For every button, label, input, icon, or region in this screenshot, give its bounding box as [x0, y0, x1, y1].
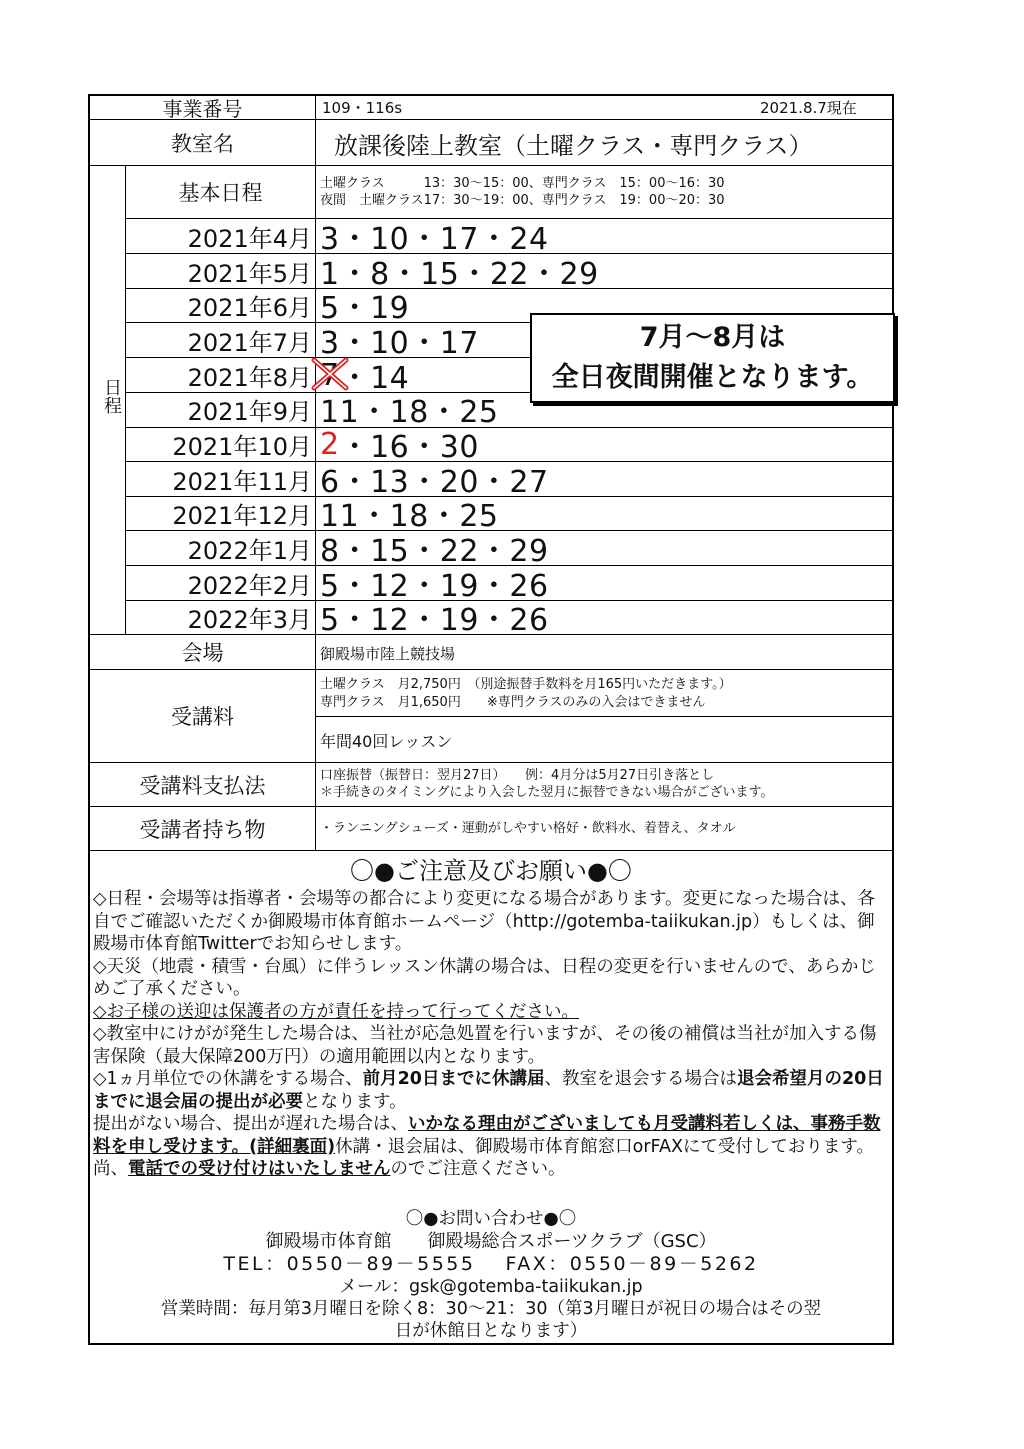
basic-schedule-line1: 土曜クラス 13：30～15：00、専門クラス 15：00～16：30 — [320, 176, 725, 191]
month-label: 2022年2月 — [187, 571, 312, 600]
contact-title: 〇●お問い合わせ●〇 — [405, 1209, 577, 1229]
fee-line2: 専門クラス 月1,650円 ※専門クラスのみの入会はできません — [320, 695, 706, 710]
project-no: 109・116s — [322, 99, 403, 117]
month-label: 2021年8月 — [187, 363, 312, 392]
month-dates: 11・18・25 — [320, 395, 499, 430]
schedule-section-label: 日程 — [101, 378, 122, 414]
notes-body — [93, 888, 889, 1181]
month-label: 2021年9月 — [187, 397, 312, 426]
notice-line1: 7月～8月は — [639, 322, 786, 353]
month-dates: 5・19 — [320, 291, 410, 326]
note-schedule-change: ◇日程・会場等は指導者・会場等の都合により変更になる場合があります。変更になった場合は、各自でご確認いただくか御殿場市体育館ホームページ（http://gotemba-taiikukan.jp）もしくは、御殿場市体育館Twitterでお知らせします。 — [93, 889, 876, 954]
contact-orgs: 御殿場市体育館 御殿場総合スポーツクラブ（GSC） — [265, 1231, 717, 1252]
month-dates: ・14 — [339, 361, 410, 396]
month-label: 2021年12月 — [172, 501, 312, 530]
contact-email: メール：gsk@gotemba-taiikukan.jp — [339, 1277, 643, 1297]
basic-schedule-line2: 夜間 土曜クラス17：30～19：00、専門クラス 19：00～20：30 — [320, 193, 725, 208]
fee-line1: 土曜クラス 月2,750円 （別途振替手数料を月165円いただきます。） — [320, 677, 732, 692]
month-dates: 8・15・22・29 — [320, 534, 549, 569]
venue-label: 会場 — [181, 641, 224, 665]
month-dates: 3・10・17 — [320, 326, 479, 361]
month-label: 2021年10月 — [172, 432, 312, 461]
note-emphasis: 電話での受け付けはいたしません — [128, 1159, 391, 1179]
highlighted-date: 2 — [320, 426, 340, 462]
payment-line1: 口座振替（振替日：翌月27日） 例：4月分は5月27日引き落とし — [320, 768, 715, 783]
month-label: 2021年5月 — [187, 259, 312, 288]
class-name: 放課後陸上教室（土曜クラス・専門クラス） — [334, 132, 813, 160]
lesson-count: 年間40回レッスン — [320, 732, 453, 751]
month-label: 2021年4月 — [187, 224, 312, 253]
basic-schedule-label: 基本日程 — [178, 181, 263, 205]
payment-label: 受講料支払法 — [139, 773, 266, 798]
month-label: 2022年1月 — [187, 536, 312, 565]
note-injury: ◇教室中にけがが発生した場合は、当社が応急処置を行いますが、その後の補償は当社が加入する傷害保険（最大保障200万円）の適用範囲以内となります。 — [93, 1024, 877, 1067]
note-text: 提出がない場合、提出が遅れた場合は、 — [93, 1114, 408, 1134]
note-text: 休講・退会届は、御殿場市体育館窓口orFAXにて受付しております。尚、 — [93, 1136, 875, 1179]
month-label: 2021年7月 — [187, 328, 312, 357]
belongings-label: 受講者持ち物 — [139, 817, 266, 842]
note-emphasis: 退会希望月の20日までに退会届の提出が必要 — [93, 1069, 884, 1112]
rule — [315, 716, 894, 717]
project-no-label: 事業番号 — [162, 96, 243, 121]
month-dates: 1・8・15・22・29 — [320, 257, 599, 292]
business-hours: 営業時間：毎月第3月曜日を除く8：30～21：30（第3月曜日が祝日の場合はその翌 — [160, 1299, 822, 1319]
note-pickup: ◇お子様の送迎は保護者の方が責任を持って行ってください。 — [93, 1001, 579, 1022]
month-dates-row — [320, 426, 479, 465]
fee-label: 受講料 — [171, 705, 234, 729]
note-emphasis: 前月20日までに休講届 — [362, 1069, 545, 1089]
note-text: 、教室を退会する場合は — [544, 1069, 737, 1089]
note-emphasis: いかなる理由がございましても月受講料若しくは、事務手数料を申し受けます。 — [93, 1114, 881, 1157]
month-dates: 5・12・19・26 — [320, 569, 549, 604]
note-text: のでご注意ください。 — [390, 1159, 566, 1179]
month-label: 2022年3月 — [187, 605, 312, 634]
month-dates: 11・18・25 — [320, 499, 499, 534]
note-late-submission — [93, 1113, 889, 1181]
note-weather: ◇天災（地震・積雪・台風）に伴うレッスン休講の場合は、日程の変更を行いませんので、あらかじめご了承ください。 — [93, 956, 876, 999]
month-label: 2021年11月 — [172, 467, 312, 496]
business-hours-cont: 日が休館日となります） — [394, 1321, 588, 1341]
notice-line2: 全日夜間開催となります。 — [551, 362, 874, 393]
note-leave — [93, 1068, 889, 1113]
note-text: となります。 — [303, 1091, 407, 1112]
note-text: ◇1ヵ月単位での休講をする場合、 — [93, 1069, 363, 1089]
month-dates: 6・13・20・27 — [320, 465, 549, 500]
note-emphasis: (詳細裏面) — [249, 1136, 336, 1157]
as-of-date: 2021.8.7現在 — [760, 99, 857, 117]
class-label: 教室名 — [171, 131, 234, 156]
contact-phones: TEL：0550－89－5555 FAX：0550－89－5262 — [223, 1253, 759, 1275]
cancelled-date-value: 7 — [320, 357, 340, 393]
notes-title: 〇●ご注意及びお願い●〇 — [350, 857, 632, 885]
month-label: 2021年6月 — [187, 293, 312, 322]
month-dates: 3・10・17・24 — [320, 222, 549, 257]
rule — [315, 94, 316, 850]
night-session-notice — [530, 313, 895, 403]
month-dates: ・16・30 — [339, 430, 479, 465]
venue-value: 御殿場市陸上競技場 — [320, 645, 456, 663]
month-dates: 5・12・19・26 — [320, 603, 549, 638]
payment-line2: ＊手続きのタイミングにより入会した翌月に振替できない場合がございます。 — [320, 785, 774, 800]
belongings-value: ・ランニングシューズ・運動がしやすい格好・飲料水、着替え、タオル — [320, 821, 736, 836]
